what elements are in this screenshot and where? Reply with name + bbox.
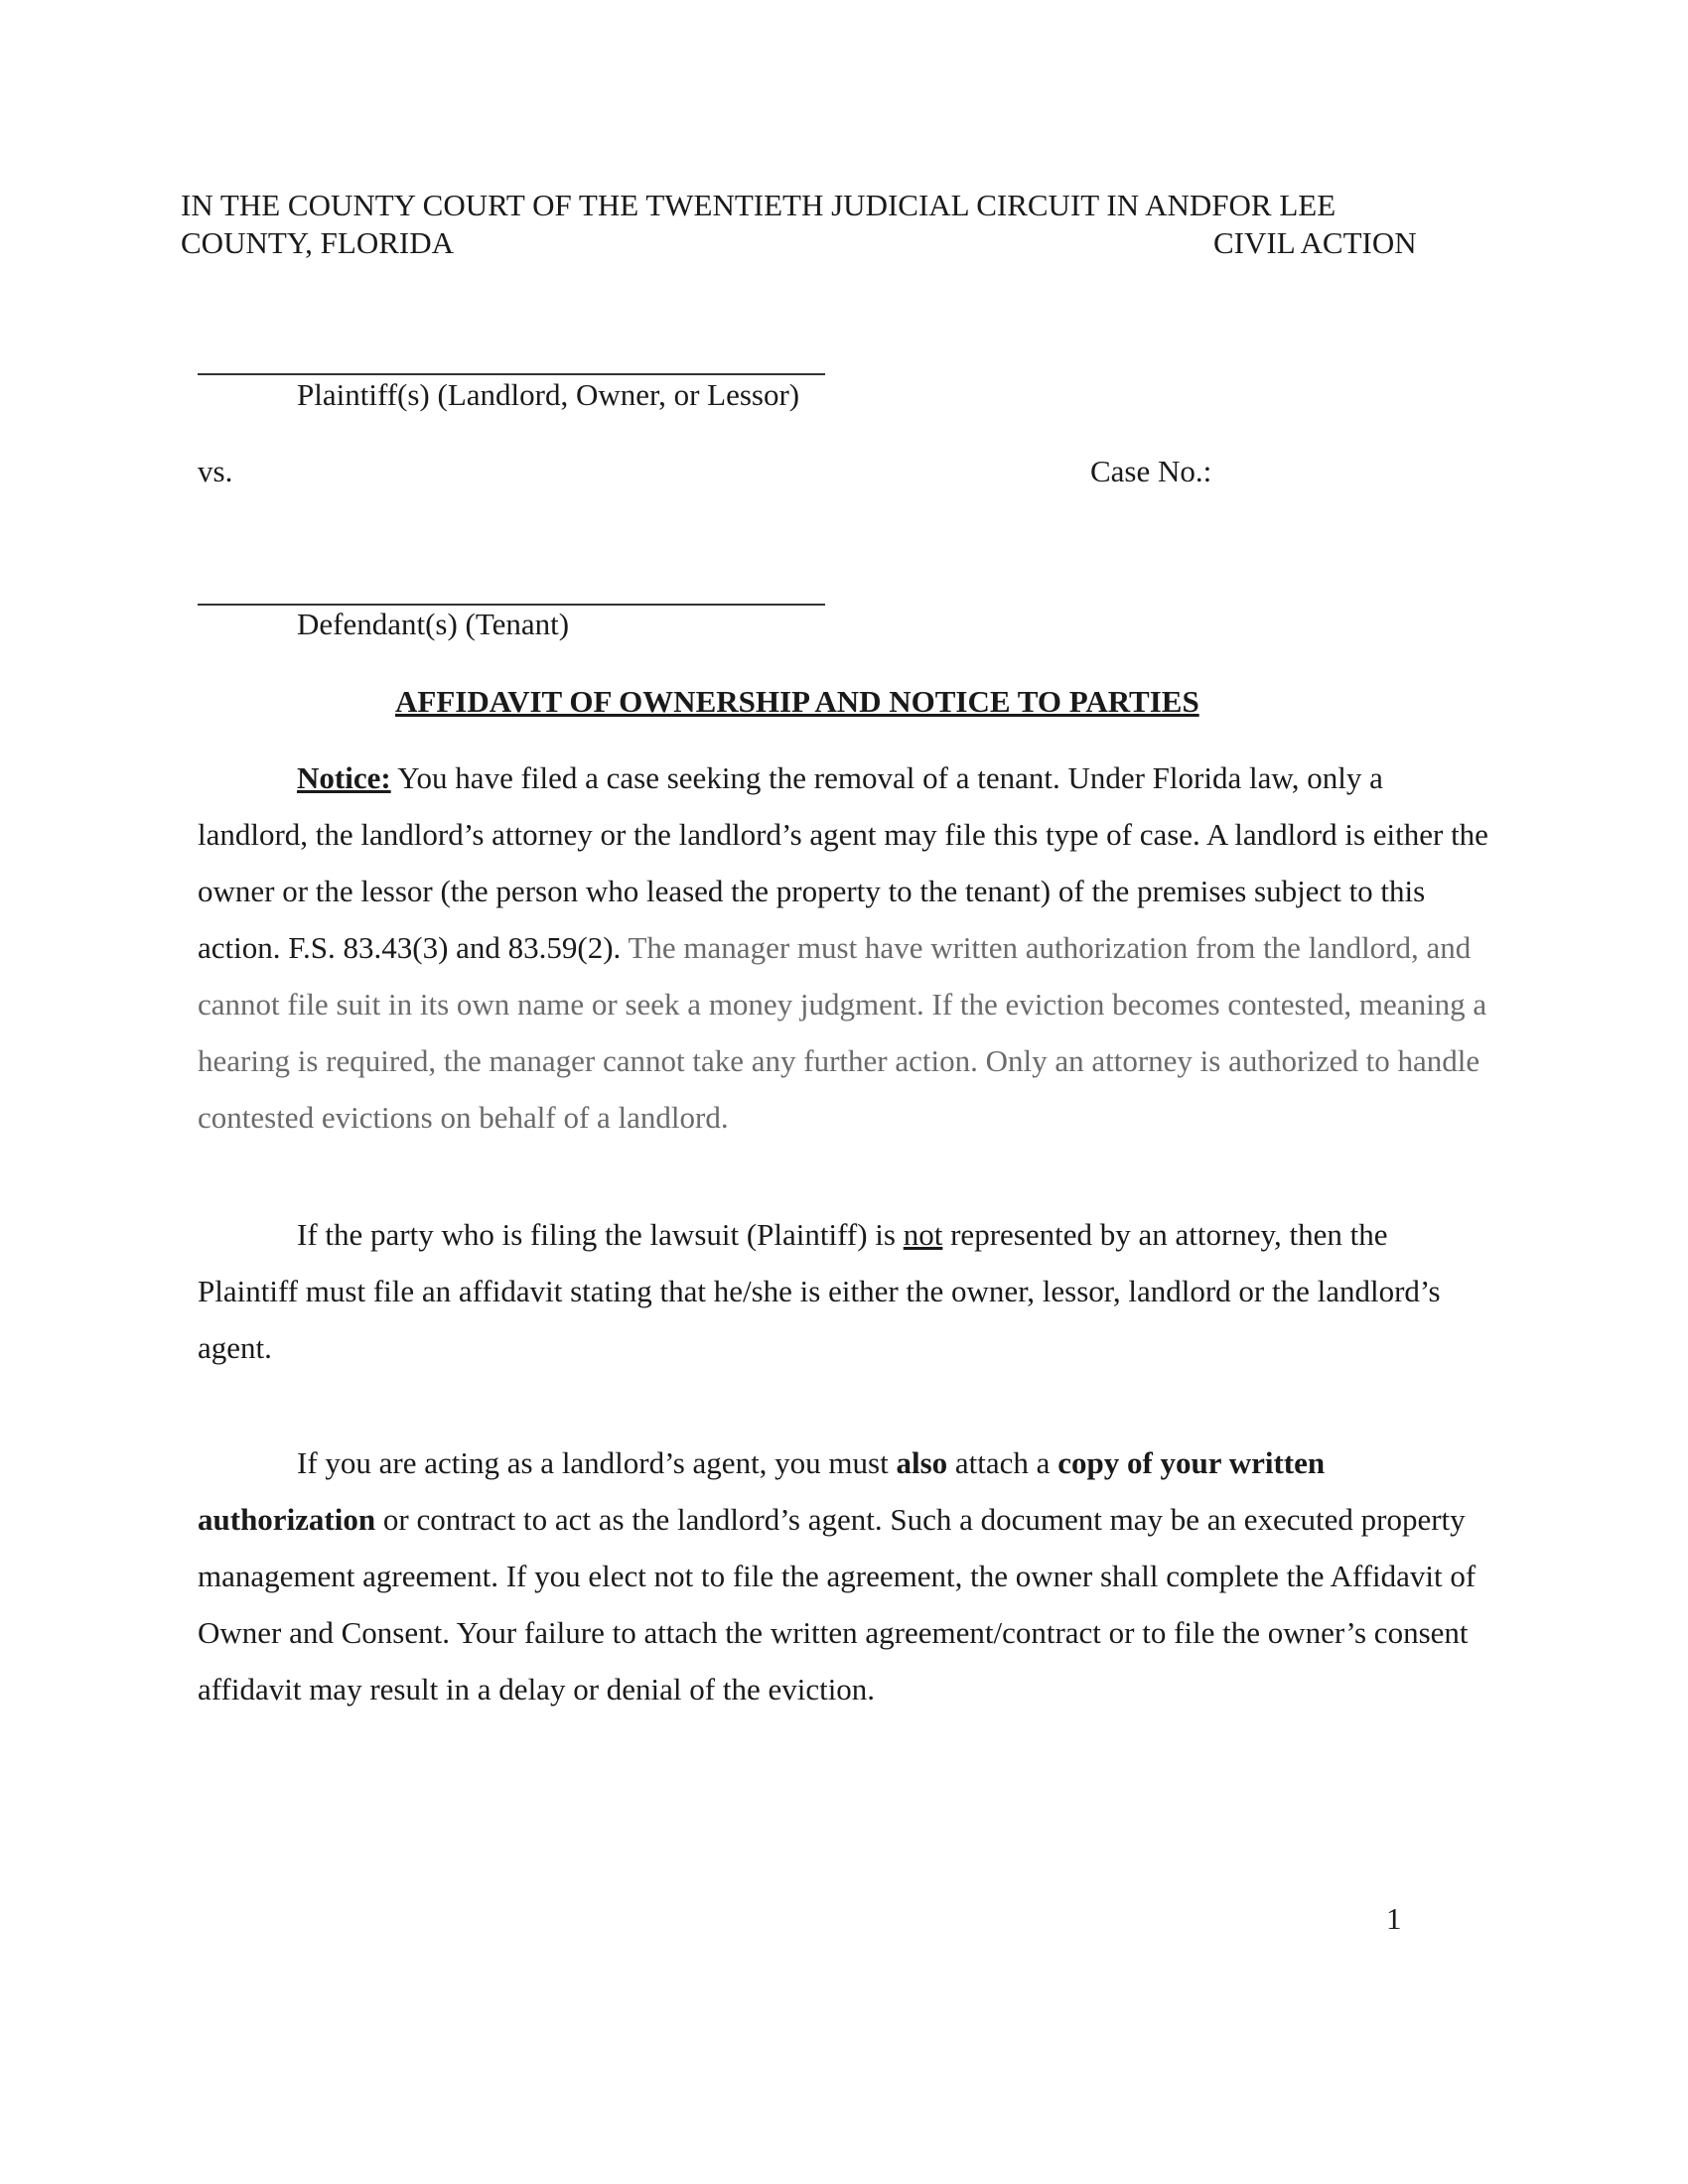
notice-text: You have filed a case seeking the removal of a tenant. Under Florida law, only a landlord, the landlord’s attorney or the landlord’s agent may file this type of case. A landlord is either the owner or the lessor (the person who leased the property to the tenant) of the premises subject to this action. F.S. 83.43(3) and 83.59(2).: [198, 760, 1488, 965]
case-number-label: Case No.:: [1090, 454, 1212, 488]
plaintiff-signature-line: [198, 373, 825, 375]
para3-text-2: attach a: [947, 1445, 1058, 1480]
para2-text-end: represented by an attorney, then the Plaintiff must file an affidavit stating that he/she is either the owner, lessor, landlord or the landlord’s agent.: [198, 1217, 1441, 1365]
plaintiff-label: Plaintiff(s) (Landlord, Owner, or Lessor): [297, 377, 800, 412]
defendant-label: Defendant(s) (Tenant): [297, 607, 570, 641]
notice-paragraph: [198, 750, 1488, 1146]
para3-text-1: If you are acting as a landlord’s agent, you must: [297, 1445, 897, 1480]
plaintiff-affidavit-paragraph: [198, 1206, 1488, 1376]
para2-text-start: If the party who is filing the lawsuit (Plaintiff) is: [297, 1217, 904, 1252]
para3-text-3: or contract to act as the landlord’s agent. Such a document may be an executed property management agreement. If you elect not to file the agreement, the owner shall complete the Affidavit of Owner and Consent. Your failure to attach the written agreement/contract or to file the owner’s consent affidavit may result in a delay or denial of the eviction.: [198, 1502, 1477, 1706]
page-number: 1: [1386, 1901, 1402, 1936]
defendant-signature-line: [198, 604, 825, 606]
agent-authorization-paragraph: [198, 1434, 1488, 1717]
court-header-line1: IN THE COUNTY COURT OF THE TWENTIETH JUDICIAL CIRCUIT IN ANDFOR LEE: [181, 188, 1336, 222]
versus-label: vs.: [198, 454, 233, 488]
para3-bold-also: also: [896, 1445, 948, 1480]
notice-manager-text: The manager must have written authorization from the landlord, and cannot file suit in its own name or seek a money judgment. If the eviction becomes contested, meaning a hearing is required, the manager cannot take any further action. Only an attorney is authorized to handle contested evictions on behalf of a landlord.: [198, 930, 1487, 1135]
para2-emphasis-not: not: [903, 1217, 943, 1252]
court-header-county: COUNTY, FLORIDA: [181, 225, 455, 260]
document-title: AFFIDAVIT OF OWNERSHIP AND NOTICE TO PARTIES: [395, 684, 1199, 719]
notice-label: Notice:: [297, 760, 391, 795]
para3-bold-written-authorization: copy of your written authorization: [198, 1445, 1326, 1537]
court-header-civil-action: CIVIL ACTION: [1213, 225, 1417, 260]
